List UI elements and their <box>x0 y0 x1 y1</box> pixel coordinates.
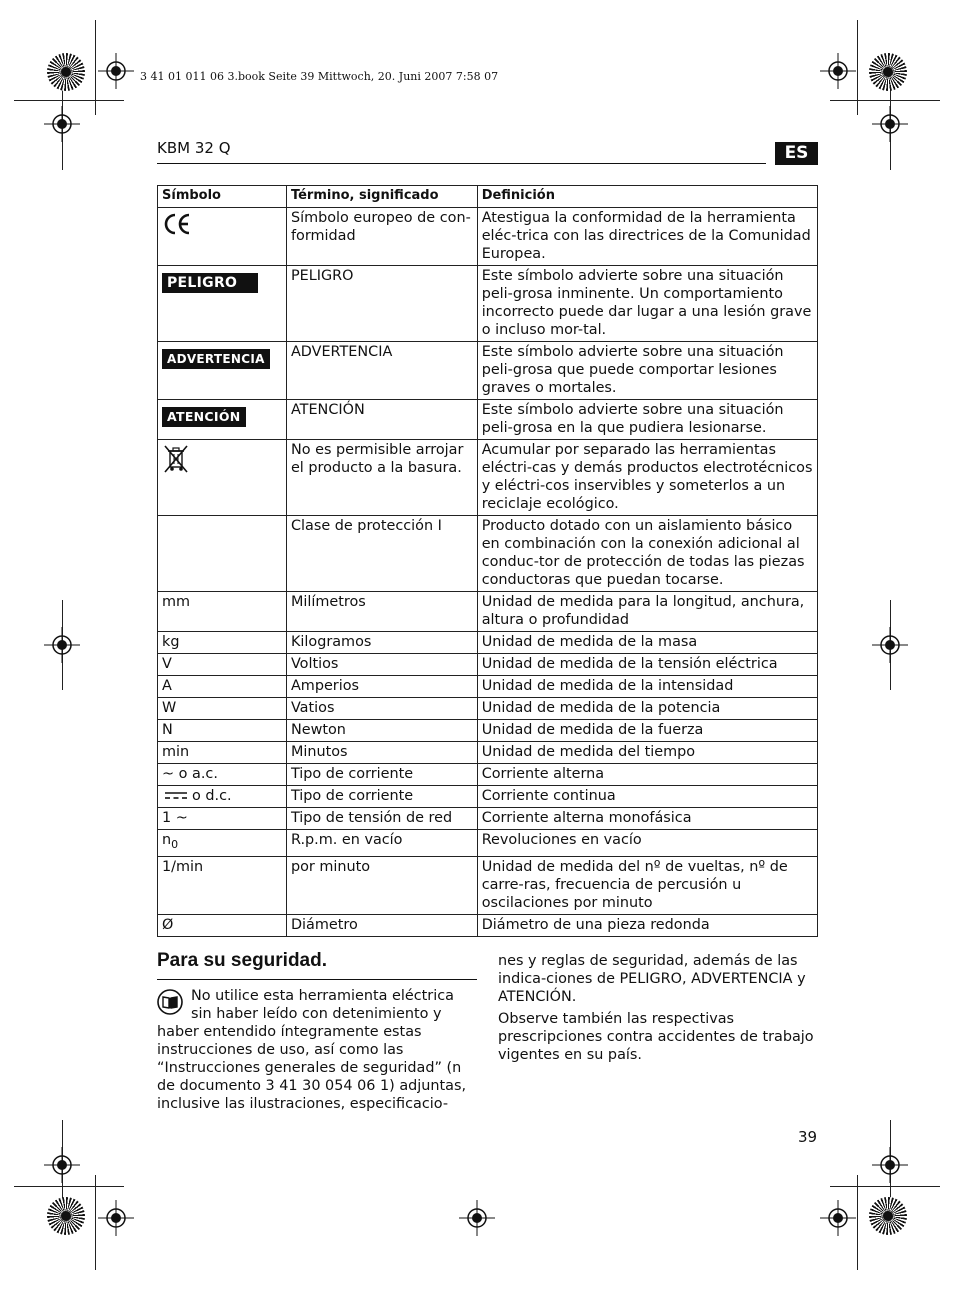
registration-mark-icon <box>459 1200 495 1236</box>
definition-cell: Este símbolo advierte sobre una situación peli-grosa inminente. Un comportamiento incorrecto puede dar lugar a una lesión grave o incluso mor-tal. <box>477 266 817 342</box>
definition-cell: Unidad de medida de la fuerza <box>477 720 817 742</box>
symbol-cell: 1 ~ <box>158 808 287 830</box>
table-row <box>158 808 818 830</box>
table-row <box>158 786 818 808</box>
safety-paragraph: nes y reglas de seguridad, además de las indica-ciones de PELIGRO, ADVERTENCIA y ATENCIÓN. <box>498 953 806 1005</box>
safety-text-right <box>498 952 820 1068</box>
registration-mark-icon <box>872 1147 908 1183</box>
column-header-term: Término, significado <box>286 186 477 208</box>
print-starburst-top-right <box>869 53 907 91</box>
symbol-text: o d.c. <box>192 788 232 804</box>
ce-mark-icon <box>162 212 192 236</box>
symbol-cell <box>158 830 287 857</box>
table-row <box>158 516 818 592</box>
definition-cell: Producto dotado con un aislamiento básico en combinación con la conexión adicional al conduc-tor de protección de todas las piezas conductoras que puedan tocarse. <box>477 516 817 592</box>
dc-current-icon <box>164 790 188 800</box>
registration-mark-icon <box>44 106 80 142</box>
table-row <box>158 208 818 266</box>
definition-cell: Unidad de medida de la masa <box>477 632 817 654</box>
term-cell: Clase de protección I <box>286 516 477 592</box>
term-cell: Tipo de tensión de red <box>286 808 477 830</box>
registration-mark-icon <box>98 1200 134 1236</box>
symbol-cell: 1/min <box>158 856 287 914</box>
print-info-line: 3 41 01 011 06 3.book Seite 39 Mittwoch, 20. Juni 2007 7:58 07 <box>140 70 499 83</box>
symbol-subscript: 0 <box>171 837 179 851</box>
print-starburst-top-left <box>47 53 85 91</box>
table-row <box>158 698 818 720</box>
symbol-cell: V <box>158 654 287 676</box>
peligro-signal: PELIGRO <box>162 273 258 293</box>
definition-cell: Unidad de medida de la tensión eléctrica <box>477 654 817 676</box>
definition-cell: Unidad de medida de la intensidad <box>477 676 817 698</box>
safety-text-left <box>157 987 479 1113</box>
term-cell: Kilogramos <box>286 632 477 654</box>
term-cell: ATENCIÓN <box>286 400 477 440</box>
column-header-symbol: Símbolo <box>158 186 287 208</box>
symbol-cell: W <box>158 698 287 720</box>
term-cell: Minutos <box>286 742 477 764</box>
symbols-table <box>157 185 818 937</box>
definition-cell: Unidad de medida del tiempo <box>477 742 817 764</box>
term-cell: R.p.m. en vacío <box>286 830 477 857</box>
symbol-cell <box>158 208 287 266</box>
symbol-cell: kg <box>158 632 287 654</box>
table-row <box>158 266 818 342</box>
language-badge: ES <box>775 142 818 165</box>
registration-mark-icon <box>820 1200 856 1236</box>
section-heading: Para su seguridad. <box>157 950 328 971</box>
safety-paragraph: Observe también las respectivas prescripciones contra accidentes de trabajo vigentes en su país. <box>498 1011 814 1063</box>
registration-mark-icon <box>44 627 80 663</box>
symbol-cell: min <box>158 742 287 764</box>
symbol-cell: N <box>158 720 287 742</box>
table-row <box>158 400 818 440</box>
term-cell: Tipo de corriente <box>286 786 477 808</box>
definition-cell: Atestigua la conformidad de la herramienta eléc-trica con las directrices de la Comunidad Europea. <box>477 208 817 266</box>
table-row <box>158 742 818 764</box>
term-cell: Tipo de corriente <box>286 764 477 786</box>
definition-cell: Este símbolo advierte sobre una situación peli-grosa que puede comportar lesiones graves o mortales. <box>477 342 817 400</box>
table-row <box>158 632 818 654</box>
symbol-cell: A <box>158 676 287 698</box>
read-manual-icon <box>157 989 183 1015</box>
definition-cell: Corriente alterna <box>477 764 817 786</box>
term-cell: Diámetro <box>286 914 477 936</box>
definition-cell: Diámetro de una pieza redonda <box>477 914 817 936</box>
table-row <box>158 440 818 516</box>
symbol-cell: Ø <box>158 914 287 936</box>
section-rule <box>157 979 477 980</box>
definition-cell: Este símbolo advierte sobre una situación peli-grosa en la que pudiera lesionarse. <box>477 400 817 440</box>
table-row <box>158 592 818 632</box>
table-row <box>158 830 818 857</box>
safety-paragraph: No utilice esta herramienta eléctrica sin haber leído con detenimiento y haber entendido íntegramente estas instrucciones de uso, así como las “Instrucciones generales de seguridad” (n de documento 3 41 30 054 06 1) adjuntas, inclusive las ilustraciones, especificacio- <box>157 988 467 1112</box>
term-cell: ADVERTENCIA <box>286 342 477 400</box>
registration-mark-icon <box>872 106 908 142</box>
print-starburst-bottom-left <box>47 1197 85 1235</box>
term-cell: No es permisible arrojar el producto a la basura. <box>286 440 477 516</box>
definition-cell: Corriente alterna monofásica <box>477 808 817 830</box>
advertencia-signal: ADVERTENCIA <box>162 349 270 369</box>
crossed-bin-icon <box>162 443 190 475</box>
registration-mark-icon <box>98 53 134 89</box>
symbol-cell: ~ o a.c. <box>158 764 287 786</box>
table-header-row <box>158 186 818 208</box>
symbol-text: n <box>162 832 172 848</box>
symbol-cell <box>158 266 287 342</box>
registration-mark-icon <box>820 53 856 89</box>
term-cell: Símbolo europeo de con-formidad <box>286 208 477 266</box>
table-row <box>158 764 818 786</box>
table-row <box>158 720 818 742</box>
definition-cell: Unidad de medida de la potencia <box>477 698 817 720</box>
symbol-cell <box>158 400 287 440</box>
print-starburst-bottom-right <box>869 1197 907 1235</box>
symbol-cell <box>158 440 287 516</box>
column-header-definition: Definición <box>477 186 817 208</box>
atencion-signal: ATENCIÓN <box>162 407 246 427</box>
definition-cell: Unidad de medida para la longitud, anchura, altura o profundidad <box>477 592 817 632</box>
symbol-cell <box>158 342 287 400</box>
symbol-cell <box>158 786 287 808</box>
definition-cell: Corriente continua <box>477 786 817 808</box>
symbol-cell: mm <box>158 592 287 632</box>
table-row <box>158 342 818 400</box>
term-cell: Vatios <box>286 698 477 720</box>
definition-cell: Acumular por separado las herramientas eléctri-cas y demás productos electrotécnicos y eléctri-cos inservibles y someterlos a un reciclaje ecológico. <box>477 440 817 516</box>
registration-mark-icon <box>872 627 908 663</box>
table-row <box>158 914 818 936</box>
header-rule <box>157 163 766 164</box>
table-row <box>158 654 818 676</box>
table-row <box>158 856 818 914</box>
symbol-cell <box>158 516 287 592</box>
page-number: 39 <box>798 1128 818 1146</box>
definition-cell: Unidad de medida del nº de vueltas, nº de carre-ras, frecuencia de percusión u oscilaciones por minuto <box>477 856 817 914</box>
table-row <box>158 676 818 698</box>
term-cell: Milímetros <box>286 592 477 632</box>
page-title: KBM 32 Q <box>157 139 231 157</box>
definition-cell: Revoluciones en vacío <box>477 830 817 857</box>
registration-mark-icon <box>44 1147 80 1183</box>
term-cell: PELIGRO <box>286 266 477 342</box>
term-cell: por minuto <box>286 856 477 914</box>
term-cell: Voltios <box>286 654 477 676</box>
term-cell: Newton <box>286 720 477 742</box>
term-cell: Amperios <box>286 676 477 698</box>
